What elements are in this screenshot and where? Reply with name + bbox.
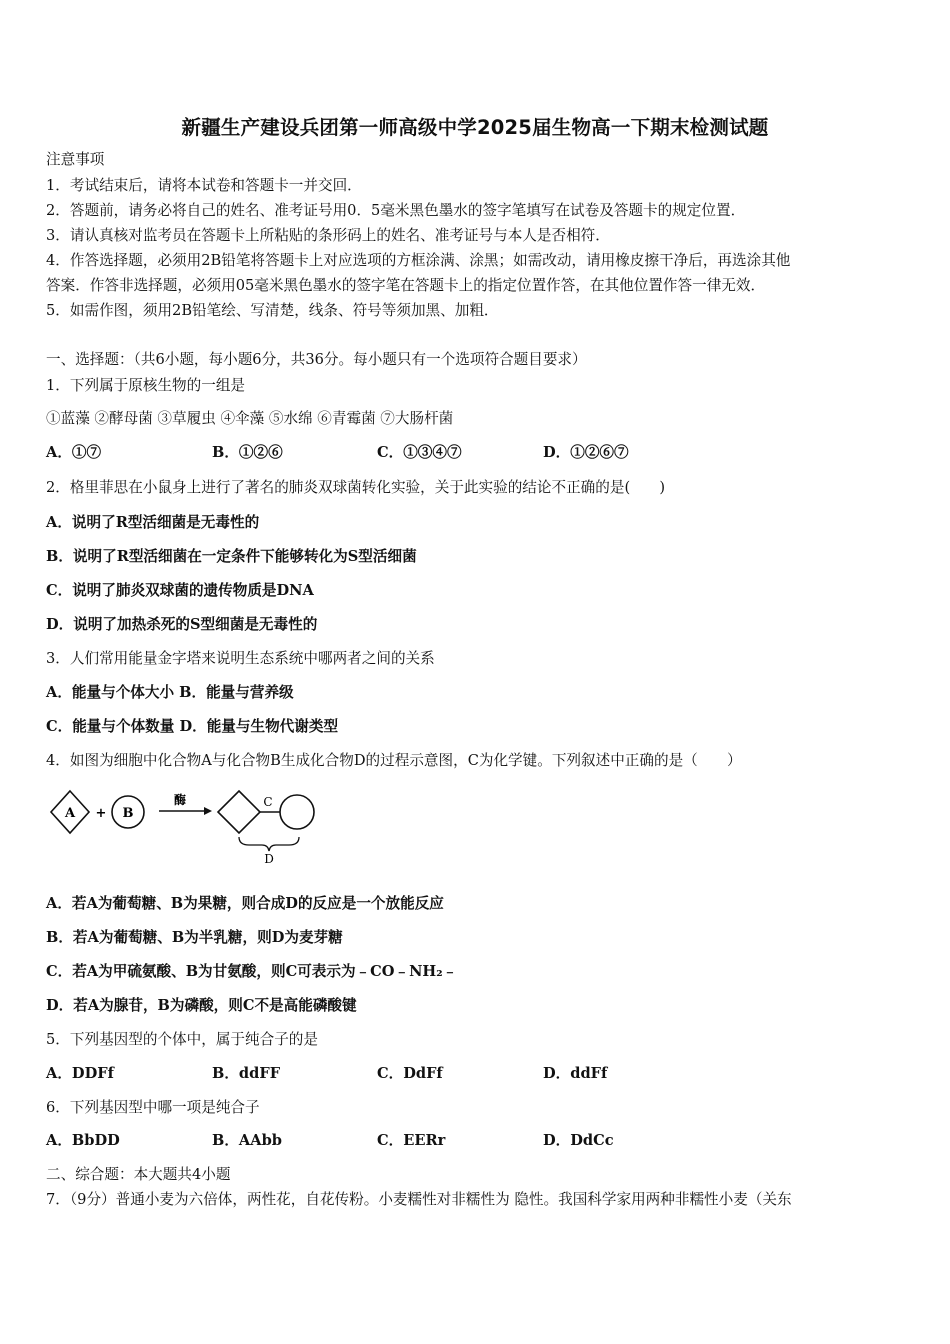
- reaction-arrow-head: [204, 807, 212, 815]
- notice-item: 3．请认真核对监考员在答题卡上所粘贴的条形码上的姓名、准考证号与本人是否相符．: [46, 227, 610, 244]
- notice-item: 5．如需作图，须用2B铅笔绘、写清楚，线条、符号等须加黑、加粗．: [46, 302, 499, 319]
- q2-option-d: D．说明了加热杀死的S型细菌是无毒性的: [46, 616, 318, 633]
- notice-item: 2．答题前，请务必将自己的姓名、准考证号用0．5毫米黑色墨水的签字笔填写在试卷及答题卡的规定位置．: [46, 202, 746, 219]
- enzyme-label: 酶: [173, 793, 187, 807]
- page-title: 新疆生产建设兵团第一师高级中学2025届生物高一下期末检测试题: [181, 116, 769, 139]
- q1-option-b: B．①②⑥: [212, 444, 283, 461]
- q1-stem: 1．下列属于原核生物的一组是: [46, 377, 246, 394]
- plus-sign: +: [95, 806, 107, 821]
- compound-d-brace: [239, 837, 299, 851]
- section2-heading: 二、综合题：本大题共4小题: [46, 1166, 231, 1183]
- q1-list: ①蓝藻 ②酵母菌 ③草履虫 ④伞藻 ⑤水绵 ⑥青霉菌 ⑦大肠杆菌: [46, 410, 454, 427]
- compound-b-label: B: [122, 806, 134, 821]
- q4-reaction-diagram: [44, 785, 334, 867]
- q5-option-c: C．DdFf: [377, 1065, 443, 1082]
- q5-option-b: B．ddFF: [212, 1065, 281, 1082]
- q3-options-row1: A．能量与个体大小 B．能量与营养级: [46, 684, 294, 701]
- q6-stem: 6．下列基因型中哪一项是纯合子: [46, 1099, 260, 1116]
- q2-option-a: A．说明了R型活细菌是无毒性的: [46, 514, 260, 531]
- q4-option-b: B．若A为葡萄糖、B为半乳糖，则D为麦芽糖: [46, 929, 343, 946]
- q3-stem: 3．人们常用能量金字塔来说明生态系统中哪两者之间的关系: [46, 650, 435, 667]
- product-circle: [280, 795, 314, 829]
- q2-option-b: B．说明了R型活细菌在一定条件下能够转化为S型活细菌: [46, 548, 417, 565]
- q3-options-row2: C．能量与个体数量 D．能量与生物代谢类型: [46, 718, 339, 735]
- notice-item: 答案．作答非选择题，必须用05毫米黑色墨水的签字笔在答题卡上的指定位置作答，在其他位置作答一律无效．: [46, 277, 766, 294]
- q6-option-c: C．EERr: [377, 1132, 446, 1149]
- notice-heading: 注意事项: [46, 151, 105, 168]
- q5-stem: 5．下列基因型的个体中，属于纯合子的是: [46, 1031, 318, 1048]
- q4-stem: 4．如图为细胞中化合物A与化合物B生成化合物D的过程示意图，C为化学键。下列叙述中正确的是（ ）: [46, 752, 742, 769]
- q5-option-a: A．DDFf: [46, 1065, 114, 1082]
- q1-option-a: A．①⑦: [46, 444, 102, 461]
- q7-stem: 7．（9分）普通小麦为六倍体，两性花，自花传粉。小麦糯性对非糯性为 隐性。我国科学家用两种非糯性小麦（关东: [46, 1191, 792, 1208]
- product-diamond: [218, 791, 260, 833]
- q5-option-d: D．ddFf: [543, 1065, 608, 1082]
- notice-item: 4．作答选择题，必须用2B铅笔将答题卡上对应选项的方框涂满、涂黑；如需改动，请用橡皮擦干净后，再选涂其他: [46, 252, 791, 269]
- notice-item: 1．考试结束后，请将本试卷和答题卡一并交回．: [46, 177, 362, 194]
- q4-option-a: A．若A为葡萄糖、B为果糖，则合成D的反应是一个放能反应: [46, 895, 444, 912]
- q1-option-c: C．①③④⑦: [377, 444, 462, 461]
- q6-option-b: B．AAbb: [212, 1132, 282, 1149]
- compound-d-label: D: [264, 852, 274, 866]
- q6-option-d: D．DdCc: [543, 1132, 614, 1149]
- q4-option-d: D．若A为腺苷，B为磷酸，则C不是高能磷酸键: [46, 997, 357, 1014]
- q2-stem: 2．格里菲思在小鼠身上进行了著名的肺炎双球菌转化实验，关于此实验的结论不正确的是( ): [46, 479, 666, 496]
- q6-option-a: A．BbDD: [46, 1132, 120, 1149]
- q1-option-d: D．①②⑥⑦: [543, 444, 629, 461]
- q4-option-c: C．若A为甲硫氨酸、B为甘氨酸，则C可表示为﹣CO﹣NH₂﹣: [46, 963, 458, 980]
- bond-c-label: C: [263, 795, 273, 809]
- q2-option-c: C．说明了肺炎双球菌的遗传物质是DNA: [46, 582, 314, 599]
- section1-heading: 一、选择题：（共6小题，每小题6分，共36分。每小题只有一个选项符合题目要求）: [46, 351, 587, 368]
- compound-a-label: A: [64, 806, 76, 821]
